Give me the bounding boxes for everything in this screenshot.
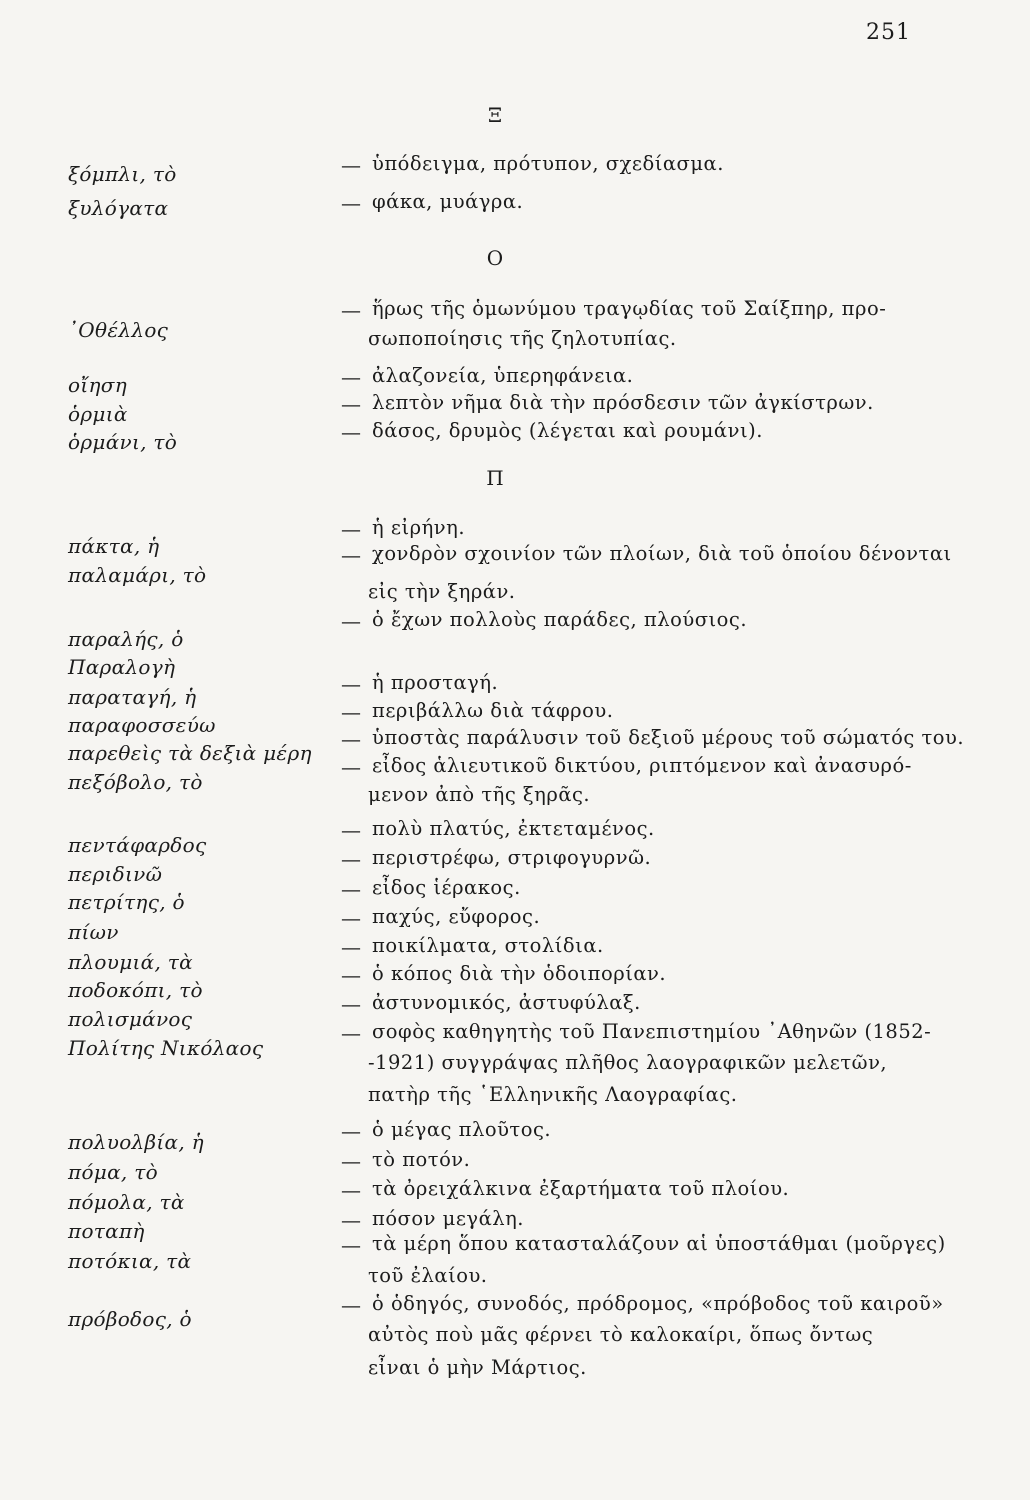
definition-continuation: -1921) συγγράψας πλῆθος λαογραφικῶν μελετῶν, (368, 1051, 888, 1074)
definition-dash: — (341, 700, 361, 724)
definition-line: τὸ ποτόν. (372, 1148, 471, 1171)
glossary-term: Πολίτης Νικόλαος (68, 1036, 264, 1060)
definition-line: ὁ ἔχων πολλοὺς παράδες, πλούσιος. (372, 608, 748, 631)
glossary-term: ᾿Οθέλλος (68, 318, 169, 342)
definition-dash: — (341, 672, 361, 696)
definition-dash: — (341, 1119, 361, 1143)
section-letter: Ξ (487, 103, 503, 127)
definition-continuation: εἰς τὴν ξηράν. (368, 580, 516, 603)
glossary-term: πολυολβία, ἡ (68, 1130, 204, 1154)
definition-line: εἶδος ἱέρακος. (372, 876, 521, 899)
definition-dash: — (341, 1021, 361, 1045)
definition-dash: — (341, 392, 361, 416)
definition-dash: — (341, 847, 361, 871)
glossary-term: ξόμπλι, τὸ (68, 162, 177, 186)
definition-dash: — (341, 1208, 361, 1232)
definition-line: ἀλαζονεία, ὑπερηφάνεια. (372, 364, 634, 387)
definition-line: λεπτὸν νῆμα διὰ τὴν πρόσδεσιν τῶν ἀγκίστρων. (372, 391, 874, 414)
definition-dash: — (341, 543, 361, 567)
glossary-term: περιδινῶ (68, 862, 163, 886)
definition-line: ὁ κόπος διὰ τὴν ὁδοιπορίαν. (372, 962, 667, 985)
definition-dash: — (341, 298, 361, 322)
glossary-term: πρόβοδος, ὁ (68, 1307, 192, 1331)
definition-line: ὑποστὰς παράλυσιν τοῦ δεξιοῦ μέρους τοῦ σώματός του. (372, 726, 965, 749)
definition-dash: — (341, 609, 361, 633)
glossary-term: παλαμάρι, τὸ (68, 563, 207, 587)
definition-dash: — (341, 963, 361, 987)
definition-line: εἶδος ἁλιευτικοῦ δικτύου, ριπτόμενον καὶ ἀνασυρό- (372, 754, 912, 777)
definition-dash: — (341, 727, 361, 751)
glossary-term: παραλής, ὁ (68, 627, 184, 651)
definition-continuation: εἶναι ὁ μὴν Μάρτιος. (368, 1356, 587, 1379)
definition-dash: — (341, 992, 361, 1016)
definition-line: σοφὸς καθηγητὴς τοῦ Πανεπιστημίου ᾿Αθηνῶν (1852- (372, 1020, 932, 1043)
definition-dash: — (341, 935, 361, 959)
glossary-term: ποδοκόπι, τὸ (68, 978, 203, 1002)
definition-dash: — (341, 153, 361, 177)
definition-line: ἥρως τῆς ὁμωνύμου τραγῳδίας τοῦ Σαίξπηρ, προ- (372, 297, 887, 320)
definition-line: ποικίλματα, στολίδια. (372, 934, 604, 957)
definition-dash: — (341, 877, 361, 901)
definition-line: δάσος, δρυμὸς (λέγεται καὶ ρουμάνι). (372, 419, 763, 442)
glossary-term: οἴηση (68, 373, 127, 397)
glossary-term: ὁρμιὰ (68, 402, 128, 426)
definition-continuation: σωποποίησις τῆς ζηλοτυπίας. (368, 327, 677, 350)
definition-dash: — (341, 517, 361, 541)
definition-continuation: τοῦ ἐλαίου. (368, 1264, 488, 1287)
section-letter: Ο (486, 246, 504, 270)
section-letter: Π (486, 466, 504, 490)
definition-line: φάκα, μυάγρα. (372, 190, 524, 213)
definition-line: ὁ ὁδηγός, συνοδός, πρόδρομος, «πρόβοδος τοῦ καιροῦ» (372, 1292, 944, 1315)
definition-dash: — (341, 191, 361, 215)
definition-line: περιβάλλω διὰ τάφρου. (372, 699, 614, 722)
definition-dash: — (341, 1149, 361, 1173)
definition-dash: — (341, 420, 361, 444)
glossary-term: παραφοσσεύω (68, 713, 216, 737)
glossary-term: ξυλόγατα (68, 196, 169, 220)
glossary-term: πόμολα, τὰ (68, 1190, 185, 1214)
definition-line: πολὺ πλατύς, ἐκτεταμένος. (372, 817, 655, 840)
definition-line: πόσον μεγάλη. (372, 1207, 524, 1230)
definition-dash: — (341, 818, 361, 842)
definition-line: τὰ μέρη ὅπου κατασταλάζουν αἱ ὑποστάθμαι (μοῦργες) (372, 1232, 946, 1255)
glossary-term: πετρίτης, ὁ (68, 890, 185, 914)
glossary-term: ποτόκια, τὰ (68, 1249, 192, 1273)
definition-continuation: μενον ἀπὸ τῆς ξηρᾶς. (368, 783, 591, 806)
glossary-term: ὁρμάνι, τὸ (68, 430, 178, 454)
definition-continuation: αὐτὸς ποὺ μᾶς φέρνει τὸ καλοκαίρι, ὅπως ὄντως (368, 1323, 874, 1346)
definition-dash: — (341, 1233, 361, 1257)
definition-dash: — (341, 1178, 361, 1202)
definition-line: ὁ μέγας πλοῦτος. (372, 1118, 552, 1141)
glossary-term: πόμα, τὸ (68, 1160, 158, 1184)
definition-line: ἡ προσταγή. (372, 671, 499, 694)
page-number: 251 (866, 20, 911, 45)
definition-line: χονδρὸν σχοινίον τῶν πλοίων, διὰ τοῦ ὁποίου δένονται (372, 542, 952, 565)
glossary-term: παραταγή, ἡ (68, 685, 197, 709)
definition-line: ὑπόδειγμα, πρότυπον, σχεδίασμα. (372, 152, 724, 175)
glossary-term: Παραλογὴ (68, 655, 176, 679)
definition-dash: — (341, 906, 361, 930)
definition-line: ἀστυνομικός, ἀστυφύλαξ. (372, 991, 641, 1014)
glossary-term: πεντάφαρδος (68, 833, 207, 857)
glossary-term: πολισμάνος (68, 1007, 193, 1031)
definition-dash: — (341, 365, 361, 389)
definition-line: τὰ ὀρειχάλκινα ἐξαρτήματα τοῦ πλοίου. (372, 1177, 790, 1200)
definition-line: ἡ εἰρήνη. (372, 516, 466, 539)
definition-line: παχύς, εὔφορος. (372, 905, 541, 928)
glossary-term: πεξόβολο, τὸ (68, 770, 203, 794)
definition-continuation: πατὴρ τῆς ῾Ελληνικῆς Λαογραφίας. (368, 1083, 738, 1106)
glossary-term: πλουμιά, τὰ (68, 950, 193, 974)
glossary-term: ποταπὴ (68, 1219, 145, 1243)
glossary-term: πάκτα, ἡ (68, 534, 160, 558)
glossary-term: παρεθεὶς τὰ δεξιὰ μέρη (68, 741, 312, 765)
definition-dash: — (341, 1293, 361, 1317)
definition-line: περιστρέφω, στριφογυρνῶ. (372, 846, 652, 869)
definition-dash: — (341, 755, 361, 779)
glossary-term: πίων (68, 920, 119, 944)
